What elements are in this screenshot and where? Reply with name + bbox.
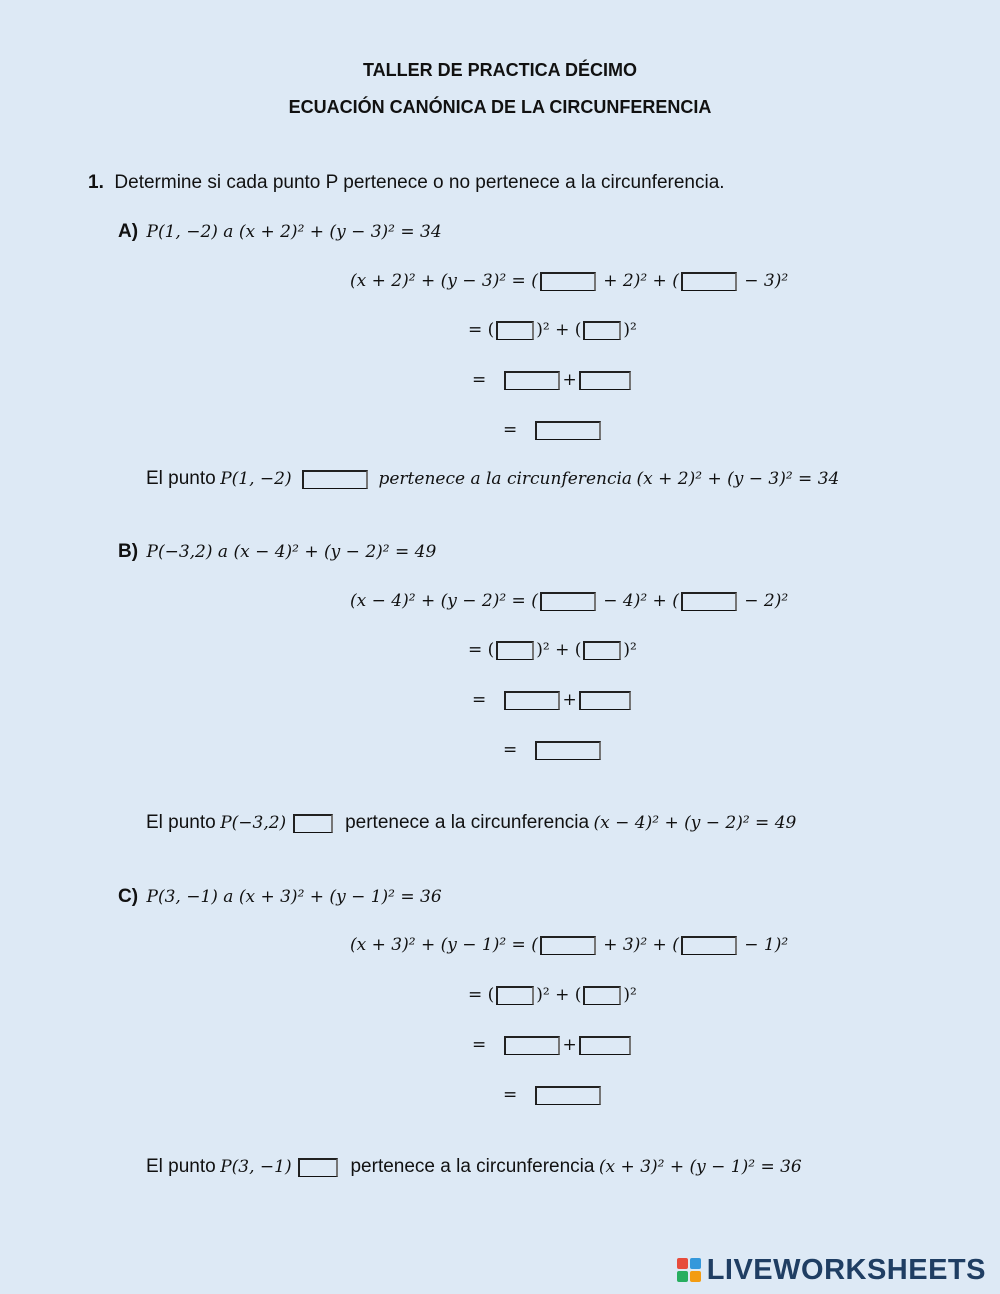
part-a-step1-mid: + 2)² + ( [597,271,679,291]
part-a-sq2-blank[interactable] [579,371,631,390]
worksheet-title: TALLER DE PRACTICA DÉCIMO [363,60,637,80]
part-a-step3-eq: = [472,370,487,390]
part-c-step2-c: )² [623,985,637,1005]
part-a-step1-end: − 3)² [738,271,789,291]
part-a-step3 [472,370,633,390]
part-a-step1 [350,271,788,291]
part-c-conclusion [146,1156,802,1178]
part-b-total-blank[interactable] [535,741,601,760]
part-c-step3-eq: = [472,1035,487,1055]
part-a-x-blank[interactable] [540,272,596,291]
part-a-label: A) [118,221,139,242]
part-a-step2-b: )² + ( [536,320,582,340]
part-a-sum2-blank[interactable] [583,321,621,340]
part-b-step1-mid: − 4)² + ( [597,591,679,611]
part-a-concl-eq: (x + 2)² + (y − 3)² = 34 [636,469,840,489]
part-a-step3-plus: + [562,370,577,390]
part-b-conclusion [146,812,796,834]
part-a-step4-eq: = [503,420,518,440]
part-c-step4 [503,1085,603,1105]
part-a-y-blank[interactable] [681,272,737,291]
part-c-sum1-blank[interactable] [496,986,534,1005]
part-b-sum2-blank[interactable] [583,641,621,660]
part-c-y-blank[interactable] [681,936,737,955]
part-a-step2-a: = ( [468,320,495,340]
part-b-step1-lhs: (x − 4)² + (y − 2)² = ( [350,591,538,611]
part-b-step4-eq: = [503,740,518,760]
liveworksheets-logo[interactable] [677,1254,986,1287]
part-c-step2-b: )² + ( [536,985,582,1005]
part-b-y-blank[interactable] [681,592,737,611]
part-c-label: C) [118,886,139,907]
logo-grid-icon [677,1258,703,1284]
part-b-step1-end: − 2)² [738,591,789,611]
part-c-sum2-blank[interactable] [583,986,621,1005]
part-c-equation: P(3, −1) a (x + 3)² + (y − 1)² = 36 [146,887,442,907]
part-c-step1-lhs: (x + 3)² + (y − 1)² = ( [350,935,538,955]
part-b-step4 [503,740,603,760]
part-b-sq2-blank[interactable] [579,691,631,710]
part-b-step2-a: = ( [468,640,495,660]
part-c-step3 [472,1035,633,1055]
part-a-concl-prefix: El punto [146,468,216,489]
part-b-label: B) [118,541,139,562]
part-a-equation: P(1, −2) a (x + 2)² + (y − 3)² = 34 [146,222,442,242]
part-a-concl-point: P(1, −2) [220,469,292,489]
worksheet-subtitle: ECUACIÓN CANÓNICA DE LA CIRCUNFERENCIA [288,97,712,117]
part-b-x-blank[interactable] [540,592,596,611]
question-instruction [88,172,725,194]
part-b-sq1-blank[interactable] [504,691,560,710]
part-b-concl-point: P(−3,2) [220,813,287,833]
part-b-step3 [472,690,633,710]
question-number: 1. [88,172,104,193]
question-text: Determine si cada punto P pertenece o no pertenece a la circunferencia. [114,172,725,193]
part-c-step4-eq: = [503,1085,518,1105]
part-a-step1-lhs: (x + 2)² + (y − 3)² = ( [350,271,538,291]
part-a-concl-text: pertenece a la circunferencia [378,469,633,489]
part-b-concl-text: pertenece a la circunferencia [345,812,590,833]
part-c-statement [118,886,442,908]
part-a-total-blank[interactable] [535,421,601,440]
part-c-step1-end: − 1)² [738,935,789,955]
part-c-step3-plus: + [562,1035,577,1055]
part-a-sum1-blank[interactable] [496,321,534,340]
part-b-step2-b: )² + ( [536,640,582,660]
part-b-equation: P(−3,2) a (x − 4)² + (y − 2)² = 49 [146,542,437,562]
part-b-concl-prefix: El punto [146,812,216,833]
part-a-step2-c: )² [623,320,637,340]
part-b-step2-c: )² [623,640,637,660]
part-b-answer-blank[interactable] [293,814,333,833]
part-a-step2 [468,320,637,340]
part-c-concl-point: P(3, −1) [220,1157,292,1177]
part-c-concl-prefix: El punto [146,1156,216,1177]
part-c-step2 [468,985,637,1005]
part-b-concl-eq: (x − 4)² + (y − 2)² = 49 [593,813,797,833]
part-a-sq1-blank[interactable] [504,371,560,390]
part-c-concl-eq: (x + 3)² + (y − 1)² = 36 [598,1157,802,1177]
part-c-sq2-blank[interactable] [579,1036,631,1055]
part-c-step2-a: = ( [468,985,495,1005]
part-b-step3-eq: = [472,690,487,710]
part-c-step1-mid: + 3)² + ( [597,935,679,955]
part-c-concl-text: pertenece a la circunferencia [350,1156,595,1177]
part-b-sum1-blank[interactable] [496,641,534,660]
part-b-step2 [468,640,637,660]
part-a-answer-blank[interactable] [302,470,368,489]
part-b-step3-plus: + [562,690,577,710]
part-a-conclusion [146,468,839,490]
part-c-total-blank[interactable] [535,1086,601,1105]
part-c-sq1-blank[interactable] [504,1036,560,1055]
part-a-step4 [503,420,603,440]
logo-text: LIVEWORKSHEETS [706,1254,986,1286]
part-c-answer-blank[interactable] [298,1158,338,1177]
part-c-x-blank[interactable] [540,936,596,955]
part-b-statement [118,541,436,563]
part-b-step1 [350,591,788,611]
part-c-step1 [350,935,788,955]
part-a-statement [118,221,442,243]
